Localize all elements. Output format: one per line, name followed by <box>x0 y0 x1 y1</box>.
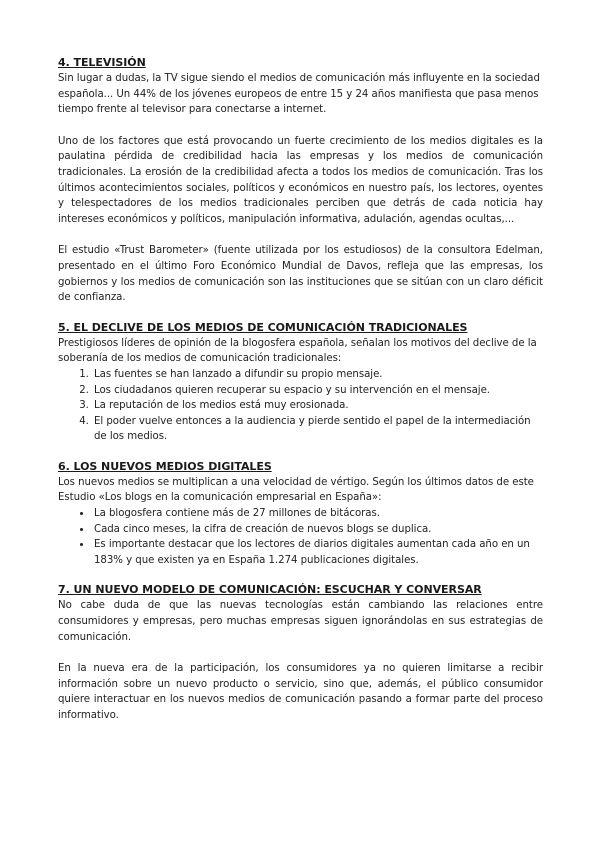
tv-paragraph-2: Uno de los factores que está provocando un fuerte crecimiento de los medios digitales es la paulatina pérdida de credibilidad hacia las empresas y los medios de comunicación tradicionales. La erosión de la credibilidad afecta a todos los medios de comunicación. Tras los últimos acontecimientos sociales, políticos y económicos en nuestro país, los lectores, oyentes y telespectadores de los medios tradicionales perciben que detrás de cada noticia hay intereses económicos y políticos, manipulación informativa, adulación, agendas ocultas,... <box>58 135 543 225</box>
list-item: • La blogosfera contiene más de 27 millones de bitácoras. <box>92 506 543 522</box>
list-item: • Cada cinco meses, la cifra de creación de nuevos blogs se duplica. <box>92 522 543 538</box>
section-heading-model: 7. UN NUEVO MODELO DE COMUNICACIÓN: ESCUCHAR Y CONVERSAR <box>58 583 482 597</box>
digital-list <box>58 506 543 568</box>
list-item: 4. El poder vuelve entonces a la audiencia y pierde sentido el papel de la intermediación de los medios. <box>92 414 543 445</box>
section-heading-digital: 6. LOS NUEVOS MEDIOS DIGITALES <box>58 459 272 473</box>
tv-paragraph-3: El estudio «Trust Barometer» (fuente utilizada por los estudiosos) de la consultora Edelman, presentado en el último Foro Económico Mundial de Davos, refleja que las empresas, los gobiernos y los medios de comunicación son las instituciones que se sitúan con un claro déficit de confianza. <box>58 245 543 304</box>
list-item: • Es importante destacar que los lectores de diarios digitales aumentan cada año en un 183% y que existen ya en España 1.274 publicaciones digitales. <box>92 537 543 568</box>
tv-paragraph-1: Sin lugar a dudas, la TV sigue siendo el medios de comunicación más influyente en la sociedad española... Un 44% de los jóvenes europeos de entre 15 y 24 años manifiesta que pasa menos tiempo frente al televisor para conectarse a internet. <box>58 73 540 116</box>
decline-list <box>58 367 543 445</box>
section-heading-television: 4. TELEVISIÓN <box>58 56 146 69</box>
section-heading-decline: 5. EL DECLIVE DE LOS MEDIOS DE COMUNICACIÓN TRADICIONALES <box>58 320 468 334</box>
document-page <box>58 55 543 724</box>
model-paragraph-1: No cabe duda de que las nuevas tecnologías están cambiando las relaciones entre consumidores y empresas, pero muchas empresas siguen ignorándolas en sus estrategias de comunicación. <box>58 600 543 643</box>
digital-intro: Los nuevos medios se multiplican a una velocidad de vértigo. Según los últimos datos de este Estudio «Los blogs en la comunicación empresarial en España»: <box>58 476 534 504</box>
decline-intro: Prestigiosos líderes de opinión de la blogosfera española, señalan los motivos del declive de la soberanía de los medios de comunicación tradicionales: <box>58 337 537 365</box>
list-item: 1. Las fuentes se han lanzado a difundir su propio mensaje. <box>92 367 543 383</box>
list-item: 2. Los ciudadanos quieren recuperar su espacio y su intervención en el mensaje. <box>92 383 543 399</box>
list-item: 3. La reputación de los medios está muy erosionada. <box>92 398 543 414</box>
model-paragraph-2: En la nueva era de la participación, los consumidores ya no quieren limitarse a recibir información sobre un nuevo producto o servicio, sino que, además, el público consumidor quiere interactuar en los nuevos medios de comunicación pasando a formar parte del proceso informativo. <box>58 663 543 721</box>
